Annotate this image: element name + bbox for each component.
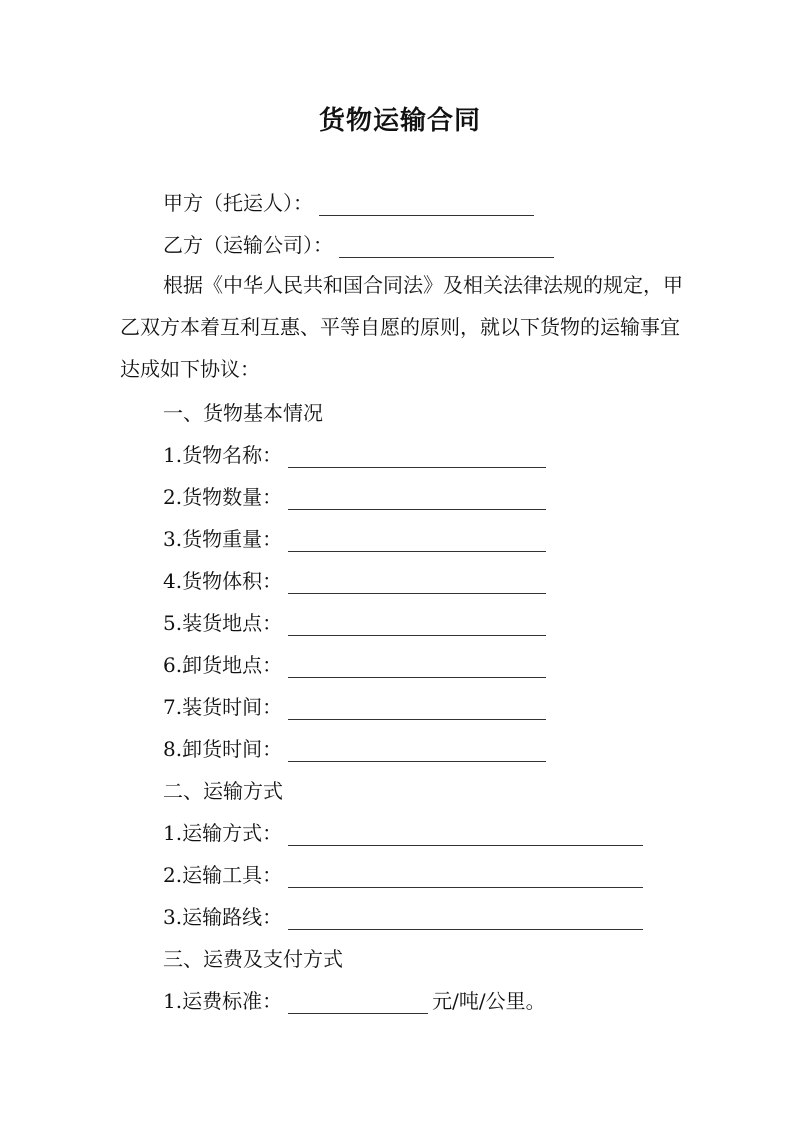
- loading-time-blank[interactable]: [288, 701, 546, 720]
- cargo-volume-line: [163, 568, 546, 594]
- preamble-paragraph: 根据《中华人民共和国合同法》及相关法律法规的规定，甲乙双方本着互利互惠、平等自愿的原则，就以下货物的运输事宜达成如下协议：: [120, 273, 683, 381]
- unloading-place-label: 6.卸货地点：: [163, 653, 283, 677]
- party-b-label: 乙方（运输公司）：: [163, 233, 333, 257]
- cargo-name-blank[interactable]: [288, 449, 546, 468]
- loading-place-line: [163, 610, 546, 636]
- cargo-volume-blank[interactable]: [288, 575, 546, 594]
- section-1-heading: 一、货物基本情况: [163, 401, 323, 425]
- cargo-name-label: 1.货物名称：: [163, 443, 283, 467]
- loading-time-label: 7.装货时间：: [163, 695, 283, 719]
- freight-rate-unit: 元/吨/公里。: [432, 989, 546, 1013]
- party-a-line: [163, 190, 534, 216]
- transport-route-line: [163, 904, 643, 930]
- cargo-weight-line: [163, 526, 546, 552]
- unloading-time-line: [163, 736, 546, 762]
- loading-place-blank[interactable]: [288, 617, 546, 636]
- freight-rate-line: [163, 988, 546, 1014]
- party-a-label: 甲方（托运人）：: [163, 191, 313, 215]
- unloading-place-blank[interactable]: [288, 659, 546, 678]
- transport-route-label: 3.运输路线：: [163, 905, 283, 929]
- section-2-heading: 二、运输方式: [163, 779, 283, 803]
- section-3-heading: 三、运费及支付方式: [163, 947, 343, 971]
- transport-vehicle-label: 2.运输工具：: [163, 863, 283, 887]
- unloading-time-label: 8.卸货时间：: [163, 737, 283, 761]
- unloading-time-blank[interactable]: [288, 743, 546, 762]
- freight-rate-label: 1.运费标准：: [163, 989, 283, 1013]
- loading-place-label: 5.装货地点：: [163, 611, 283, 635]
- loading-time-line: [163, 694, 546, 720]
- party-a-blank[interactable]: [319, 197, 534, 216]
- cargo-volume-label: 4.货物体积：: [163, 569, 283, 593]
- freight-rate-blank[interactable]: [288, 995, 428, 1014]
- cargo-quantity-label: 2.货物数量：: [163, 485, 283, 509]
- transport-mode-line: [163, 820, 643, 846]
- transport-vehicle-blank[interactable]: [288, 869, 643, 888]
- unloading-place-line: [163, 652, 546, 678]
- party-b-line: [163, 232, 554, 258]
- cargo-name-line: [163, 442, 546, 468]
- transport-mode-blank[interactable]: [288, 827, 643, 846]
- cargo-quantity-line: [163, 484, 546, 510]
- transport-vehicle-line: [163, 862, 643, 888]
- transport-route-blank[interactable]: [288, 911, 643, 930]
- cargo-quantity-blank[interactable]: [288, 491, 546, 510]
- cargo-weight-label: 3.货物重量：: [163, 527, 283, 551]
- page-title: 货物运输合同: [318, 106, 481, 136]
- party-b-blank[interactable]: [339, 239, 554, 258]
- cargo-weight-blank[interactable]: [288, 533, 546, 552]
- transport-mode-label: 1.运输方式：: [163, 821, 283, 845]
